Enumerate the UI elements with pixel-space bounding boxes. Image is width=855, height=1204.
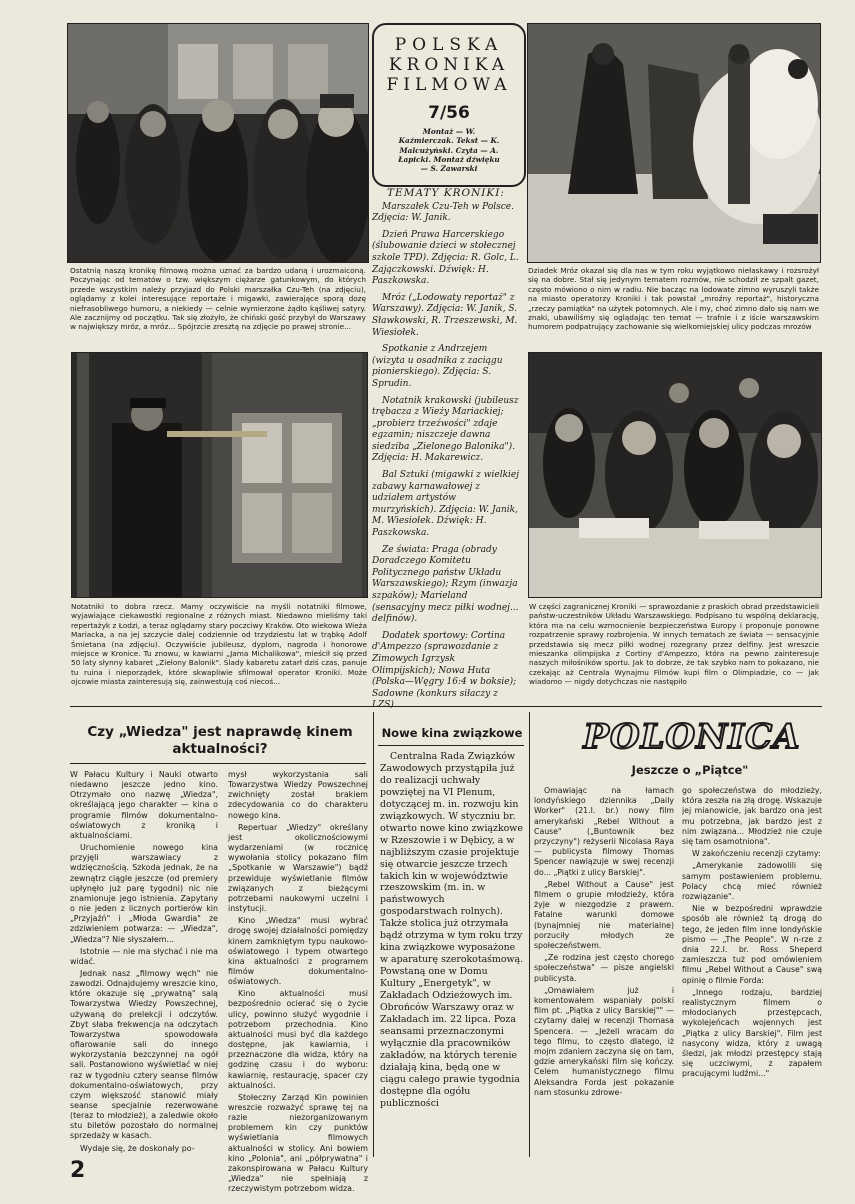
article-kina-title: Nowe kina związkowe [381, 726, 523, 740]
article-paragraph: mysł wykorzystania sali Towarzystwa Wiedzy Powszechnej zwichnięty został brakiem zdecydowania co do charakteru nowego kina. [228, 770, 368, 820]
masthead-credits: Montaż — W. Kaźmierczak. Tekst — K. Malcużyński. Czyta — A. Łapicki. Montaż dźwięku — S. Zawarski [398, 127, 500, 174]
article-paragraph: Istotnie — nie ma słychać i nie ma widać. [70, 946, 218, 966]
photo-frost-street [527, 23, 821, 263]
photo-czu-teh-arrival [67, 23, 369, 263]
tematy-kroniki-list [372, 188, 520, 717]
tematy-item: Marszałek Czu-Teh w Polsce. Zdjęcia: W. Janik. [372, 201, 514, 224]
article-paragraph: Jednak nasz „filmowy węch" nie zawodzi. Odnajdujemy wreszcie kino, które okazuje się „prywatną" salą Towarzystwa Wiedzy Powszechnej, używaną do prelekcji i odczytów. Zbyt słaba frekwencja na odczytach Towarzystwa spowodowała ofiarowanie sali do innego wykorzystania bezczynnej na ogół sali. Postanowiono wyświetlać w niej raz w tygodniu cztery seanse filmów dokumentalno-oświatowych, przy czym większość stanowić miały seanse specjalnie rezerwowane (teraz to młodzież), a zaledwie około stu biletów pozostało do normalnej sprzedaży w kasach. [70, 968, 218, 1141]
article-wiedza-col2 [228, 770, 368, 1196]
article-wiedza-title: Czy „Wiedza" jest naprawdę kinem aktualności? [87, 724, 353, 757]
photo-krakow-trumpeter [71, 352, 368, 598]
masthead-title-line3: FILMOWA [386, 75, 512, 95]
article-kina-body [380, 751, 524, 1112]
masthead-box [372, 23, 526, 187]
masthead-title-line2: KRONIKA [388, 55, 510, 75]
photo-prague-conference [528, 352, 822, 598]
article-kina-title-rule [378, 745, 524, 746]
polonica-logo [572, 714, 812, 758]
article-wiedza-title-rule [70, 763, 366, 764]
article-paragraph: Wydaje się, że doskonały po- [80, 1143, 195, 1153]
article-polonica-col2 [682, 786, 822, 1082]
article-paragraph: Omawiając na łamach londyńskiego dziennika „Daily Worker" (21.I. br.) nowy film amerykański „Rebel Without a Cause" („Buntownik bez przyczyny") reżyserii Nicolasa Raya — publicysta filmowy Thomas Spencer nawiązuje w swej recenzji do... „Piątki z ulicy Barskiej". [534, 786, 674, 877]
article-paragraph: Nie w bezpośredni wprawdzie sposób ale również tą drogą do tego, że jeden film inne londyńskie pismo — „The People". W n-rze z dnia 22.I. br. Ross Sheperd zamieszcza tuż pod omówieniem filmu „Rebel Without a Cause" swą opinię o filmie Forda: [682, 904, 822, 985]
article-polonica-title: Jeszcze o „Piątce" [631, 763, 749, 777]
article-paragraph: „Ze rodzina jest często chorego społeczeństwa" — pisze angielski publicysta. [534, 953, 674, 983]
caption-prague: W części zagranicznej Kroniki — sprawozdanie z praskich obrad przedstawicieli państw-uczestników Układu Warszawskiego. Podpisano tu wspólną deklarację, która ma na celu wzmocnienie bezpieczeństwa Europy i proponuje ponowne rozpatrzenie sprawy rozbrojenia. W innych tematach ze świata — sensacyjnie przedstawia się mecz piłki wodnej rozegrany przez delfiny. Jest wreszcie mieszanka olimpijska z Cortiny d'Ampezzo, która na pewno zainteresuje naszych miłośników sportu. Jak to dobrze, że tak szybko nam to pokazano, nie czekając aż Centrala Wynajmu Filmów kupi film o Olimpiadzie, co — jak wiadomo — nigdy dotychczas nie następiło [529, 602, 819, 687]
article-paragraph: Kino aktualności musi bezpośrednio ocierać się o życie ulicy, powinno służyć wygodnie i potrzebom przechodnia. Kino aktualności musi być dla każdego dostępne, jak kawiarnia, i przeznaczone dla widza, który na godzinę czasu i do wyboru: kawiarnię, restaurację, spacer czy aktualności. [228, 989, 368, 1090]
masthead-issue-number: 7/56 [428, 103, 470, 123]
article-paragraph: Centralna Rada Związków Zawodowych przystąpiła już do realizacji uchwały powziętej na VI Plenum, dotyczącej m. in. rozwoju kin związkowych. W styczniu br. otwarto nowe kino związkowe w Rzeszowie i w Dębicy, a w najbliższym czasie projektuje się otwarcie jeszcze trzech takich kin w województwie rzeszowskim (m. in. w państwowych gospodarstwach rolnych). Także stolica już otrzymała bądź otrzyma w tym roku trzy kina związkowe wyposażone w aparaturę szerokotaśmową. Powstaną one w Domu Kultury „Energetyk", w Zakładach Odzieżowych im. Obrońców Warszawy oraz w Zakładach im. 22 lipca. Poza seansami przeznaczonymi wyłącznie dla pracowników zakładów, na których terenie działają kina, będą one w ciągu całego prawie tygodnia dostępne dla ogółu publiczności [380, 751, 524, 1109]
caption-czu-teh: Ostatnią naszą kronikę filmową można uznać za bardzo udaną i urozmaiconą. Poczynając od tematów o tzw. większym ciężarze gatunkowym, do których przede wszystkim należy przyjazd do Polski marszałka Czu-Teh (na zdjęciu), oglądamy z kolei interesujące reportaże i migawki, zawierające sporą dozę niefrasobliwego humoru, a niekiedy — celnie wymierzone żądło kąśliwej satyry. Ale zacznijmy od początku. Tak się złożyło, że chiński gość przybył do Warszawy w największy mróz, a mróz... Spójrzcie zresztą na zdjęcie po prawej stronie... [70, 266, 366, 332]
article-paragraph: go społeczeństwa do młodzieży, która zeszła na złą drogę. Wskazuje jej mianowicie, jak bardzo ona jest mu potrzebna, jak bardzo jest z nim związana... Młodzież nie czuje się tam osamotniona". [682, 786, 822, 847]
tematy-item: Bal Sztuki (migawki z wielkiej zabawy karnawałowej z udziałem artystów murzyńskich). Zdjęcia: W. Janik, M. Wiesiołek. Dźwięk: H. Paszkowska. [372, 470, 520, 539]
column-rule-right [529, 712, 530, 1157]
tematy-item: Ze świata: Praga (obrady Doradczego Komitetu Politycznego państw Układu Warszawskiego); Rzym (inwazja szpaków); Marieland (sensacyjny mecz piłki wodnej... delfinów). [372, 544, 519, 625]
tematy-item: Dzień Prawa Harcerskiego (ślubowanie dzieci w stołecznej szkole TPD). Zdjęcia: R. Golc, L. Zajączkowski. Dźwięk: H. Paszkowska. [372, 229, 519, 287]
article-paragraph: Kino „Wiedza" musi wybrać drogę swojej działalności pomiędzy kinem zamkniętym typu naukowo-oświatowego i typem otwartego kina aktualności z programem filmów dokumentalno-oświatowych. [228, 916, 368, 987]
article-polonica-col1 [534, 786, 674, 1100]
article-paragraph: „Amerykanie zadowolili się samym postawieniem problemu. Polacy chcą mieć również rozwiązanie". [682, 861, 822, 902]
tematy-item: Mróz („Lodowaty reportaż" z Warszawy). Zdjęcia: W. Janik, S. Sławkowski, R. Trzeszewski, M. Wiesiołek. [372, 292, 518, 338]
tematy-item: Spotkanie z Andrzejem (wizyta u osadnika z zaciągu pionierskiego). Zdjęcia: S. Sprudin. [372, 344, 503, 389]
column-rule-left [373, 712, 374, 1157]
caption-frost: Dziadek Mróz okazał się dla nas w tym roku wyjątkowo niełaskawy i rozsrożył się na dobre. Stał się jedynym tematem rozmów, nie schodził ze szpalt gazet, często mówiono o nim w radiu. Nie bacząc na lodowate zimno wyruszyli także na miasto operatorzy Kroniki i tak powstał „mroźny reportaż", historyczna „rzeczy pamiątka" na użytek potomnych. Ale i my, choć zimno dało się nam we znaki, ubawiliśmy się oglądając ten temat — trafnie i z iście warszawskim humorem podpatrujący zachowanie się wielkomiejskiej ulicy podczas mrozów [528, 266, 819, 332]
tematy-item: Notatnik krakowski (jubileusz trębacza z Wieży Mariackiej; „probierz trzeźwości" zdaje egzamin; niszczeje dawna siedziba „Zielonego Balonika"). Zdjęcia: H. Makarewicz. [372, 395, 519, 464]
tematy-item: Dodatek sportowy: Cortina d'Ampezzo (sprawozdanie z Zimowych Igrzysk Olimpijskich); Nowa Huta (Polska—Węgry 16:4 w boksie); Sadowne (konkurs siłaczy z [372, 630, 517, 699]
article-paragraph: Repertuar „Wiedzy" określany jest okolicznościowymi wydarzeniami (w rocznicę wywołania stolicy pokazano film „Spotkanie w Warszawie") bądź przewiduje wyświetlanie filmów związanych z bieżącymi potrzebami naukowymi uczelni i instytucji. [228, 822, 368, 914]
polonica-logo-text: POLONICA [583, 717, 801, 757]
article-wiedza-col1 [70, 770, 218, 1156]
caption-krakow-notebook: Notatniki to dobra rzecz. Mamy oczywiście na myśli notatniki filmowe, wyjawiające ciekawostki regionalne z różnych miast. Niedawno mieliśmy taki repertażyk z Łodzi, a teraz oglądamy stary poczciwy Kraków. Oto wiekowa Wieża Mariacka, a na jej szczycie dalej codziennie od trzydziestu lat w trąbkę Adolf Śmietana (na zdjęciu). Oczywiście jubileusz, dyplom, nagroda i honorowe miejsce w Kronice. Tu znowu, w kawiarni „Jama Michalikowa", mieścił się przed 50 laty słynny kabaret „Zielony Balonik". Ślady kabaretu zatarł dziś czas, panuje tu ruina i nieporządek, które skwapliwie sfilmował operator Kroniki. Może ojcowie miasta zainteresują się, zainwestują coś niecoś... [71, 602, 367, 687]
article-paragraph: W zakończeniu recenzji czytamy: [692, 849, 821, 859]
article-paragraph: W Pałacu Kultury i Nauki otwarto niedawno jeszcze jedno kino. Otrzymało ono nazwę „Wiedza", określającą jego charakter — kina o programie filmów dokumentalno-oświatowych z kroniką i aktualnościami. [70, 770, 218, 840]
article-paragraph: Uruchomienie nowego kina przyjęli warszawiacy z wdzięcznością. Szkoda jednak, że na zewnątrz ciągle jeszcze (od premiery upłynęło już parę tygodni) nic nie znamionuje jego istnienia. Zapytany o nie jeden z licznych portierów kin „Przyjaźń" i „Młoda Gwardia" ze zdziwieniem potwarza: — „Wiedza", „Wiedza"? Nie słyszałem... [70, 843, 218, 944]
divider-line [70, 706, 822, 707]
tematy-heading: TEMATY KRONIKI: [387, 187, 505, 199]
article-paragraph: „Innego rodzaju, bardziej realistycznym filmem o młodocianych przestępcach, wykolejeńcach wojennych jest „Piątka z ulicy Barskiej". Film jest nasycony widza, który z uwagą śledzi, jak młodzi przestępcy stają się uczciwymi, z zapałem pracującymi ludźmi..." [682, 987, 822, 1079]
page-number: 2 [70, 1158, 86, 1183]
article-paragraph: Stołeczny Zarząd Kin powinien wreszcie rozważyć sprawę tej na razie niezorganizowanym problemem kin czy punktów wyświetlania filmowych aktualności w stolicy. Ani bowiem kino „Polonia", ani „półprywatna" i zakonspirowana w Pałacu Kultury „Wiedza" nie spełniają z rzeczywistym potrzebom widza. [228, 1092, 368, 1194]
article-paragraph: „Omawiałem już i komentowałem wspaniały polski film pt. „Piątka z ulicy Barskiej"" — czytamy dalej w recenzji Thomasa Spencera. — „Jeżeli wracam do tego filmu, to często dlatego, iż mojm zdaniem zaczyna się on tam, gdzie amerykański film się kończy. Celem humanistycznego filmu Aleksandra Forda jest pokazanie nam stosunku zdrowe- [534, 985, 674, 1097]
masthead-title-line1: POLSKA [394, 35, 504, 55]
article-paragraph: „Rebel Without a Cause" jest filmem o grupie młodzieży, która żyje w niezgodzie z prawem. Fatalne warunki domowe (bynajmniej nie materialne) porzuciły młodych ze społeczeństwem. [534, 879, 674, 951]
